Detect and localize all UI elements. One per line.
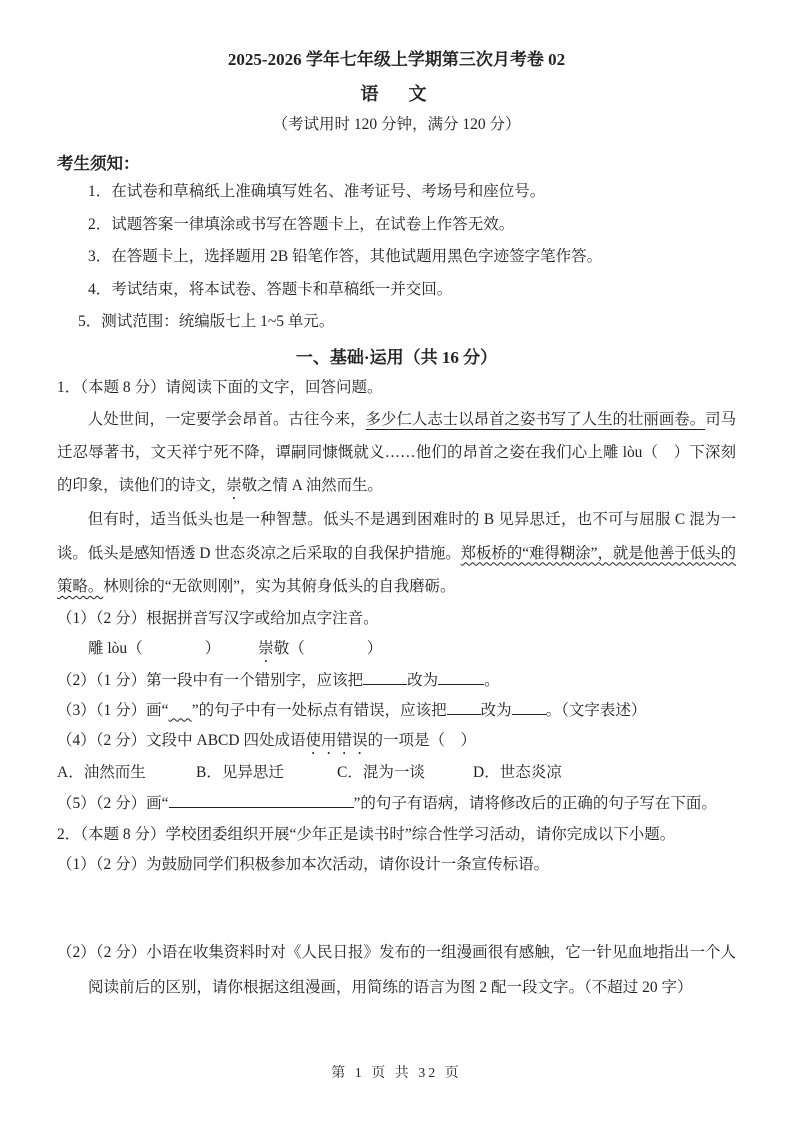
- q1-sub1-answer-line: [57, 634, 736, 666]
- passage-paragraph-2: [57, 503, 736, 603]
- dotted-character: 崇: [226, 477, 242, 495]
- passage-text: 但有时，适当低头也是一种智慧。低头不是遇到困难时的 B 见异思迁，也不可与屈服 C 混为一谈。低头是感知悟透 D 世态炎凉之后采取的自我保护措施。: [57, 511, 736, 562]
- question-text: 。: [484, 671, 500, 689]
- passage-text: 司马迁忍辱著书，文天祥宁死不降，谭嗣同慷慨就义……他们的昂首之姿在我们心上雕 lòu（ ）下深刻的印象，读他们的诗文，: [57, 410, 736, 495]
- exam-title: 2025-2026 学年七年级上学期第三次月考卷 02: [227, 50, 566, 69]
- answer-blank: [363, 668, 407, 685]
- question-text: （3）（1 分）画“: [57, 701, 169, 719]
- pinyin-word: 敬（: [273, 639, 305, 657]
- question-text: 改为: [480, 701, 512, 719]
- question-text: 的一项是（ ）: [367, 731, 476, 749]
- paren-close: ）: [204, 639, 221, 657]
- exam-subject: 语 文: [360, 84, 433, 104]
- option-a: A．油然而生: [57, 763, 146, 781]
- q1-sub4-options: [57, 758, 736, 788]
- exam-duration-info: （考试用时 120 分钟，满分 120 分）: [272, 116, 521, 133]
- passage-text: 林则徐的“无欲则刚”，实为其俯身低头的自我磨砺。: [103, 578, 456, 596]
- dotted-phrase: 使用错误: [305, 731, 368, 749]
- question2-stem: 2．（本题 8 分）学校团委组织开展“少年正是读书时”综合性学习活动，请你完成以下小题。: [57, 825, 676, 843]
- answer-writing-space: [57, 880, 736, 935]
- notice-item-3: 3．在答题卡上，选择题用 2B 铅笔作答，其他试题用黑色字迹签字笔作答。: [88, 248, 603, 265]
- q1-sub1-label: （1）（2 分）根据拼音写汉字或给加点字注音。: [57, 609, 379, 627]
- pinyin-word: 雕 lòu（: [88, 639, 143, 657]
- question-text: （5）（2 分）画“: [57, 794, 169, 812]
- notice-item-2: 2．试题答案一律填涂或书写在答题卡上，在试卷上作答无效。: [88, 215, 515, 233]
- page-number-footer: 第 1 页 共 32 页: [331, 1066, 462, 1081]
- answer-blank: [512, 698, 546, 715]
- option-b: B．见异思迁: [196, 763, 284, 781]
- passage-paragraph-1: [57, 403, 736, 504]
- answer-blank: [438, 668, 484, 685]
- wavy-blank: [169, 702, 192, 719]
- question1-stem: 1．（本题 8 分）请阅读下面的文字，回答问题。: [57, 378, 383, 396]
- q1-sub4: [57, 726, 736, 758]
- notice-item-1: 1．在试卷和草稿纸上准确填写姓名、准考证号、考场号和座位号。: [88, 183, 546, 200]
- notice-item-5: 5．测试范围：统编版七上 1~5 单元。: [78, 313, 335, 330]
- question-text: （2）（1 分）第一段中有一个错别字，应该把: [57, 671, 364, 689]
- notice-item-4: 4．考试结束，将本试卷、答题卡和草稿纸一并交回。: [88, 280, 453, 298]
- question-text: 改为: [407, 671, 439, 689]
- q1-sub3: [57, 696, 736, 726]
- question-text: ”的句子中有一处标点有错误，应该把: [191, 701, 447, 719]
- section-heading: 一、基础·运用（共 16 分）: [295, 347, 498, 367]
- passage-text: 敬之情 A 油然而生。: [241, 477, 383, 495]
- option-d: D．世态炎凉: [473, 763, 562, 781]
- question-text: ”的句子有语病，请将修改后的正确的句子写在下面。: [353, 794, 717, 812]
- q2-sub1: （1）（2 分）为鼓励同学们积极参加本次活动，请你设计一条宣传标语。: [57, 855, 550, 873]
- q1-sub2: [57, 666, 736, 696]
- answer-blank: [169, 791, 354, 808]
- answer-blank: [447, 698, 481, 715]
- q2-sub2: （2）（2 分）小语在收集资料时对《人民日报》发布的一组漫画很有感触，它一针见血地指出一个人阅读前后的区别，请你根据这组漫画，用简练的语言为图 2 配一段文字。（不超过 20 字）: [57, 943, 736, 996]
- underlined-sentence: 多少仁人志士以昂首之姿书写了人生的壮丽画卷。: [365, 410, 706, 428]
- question-text: 。（文字表述）: [545, 701, 647, 719]
- paren-close: ）: [366, 639, 383, 657]
- passage-text: 人处世间，一定要学会昂首。古往今来，: [87, 410, 366, 428]
- option-c: C．混为一谈: [337, 763, 425, 781]
- question-text: （4）（2 分）文段中 ABCD 四处成语: [57, 731, 306, 749]
- dotted-character: 崇: [258, 639, 274, 657]
- wavy-underlined-sentence: 郑板桥的“难得糊涂”，就是他善于低头的策略。: [57, 544, 737, 596]
- notice-heading: 考生须知：: [57, 154, 140, 173]
- q1-sub5: [57, 788, 736, 819]
